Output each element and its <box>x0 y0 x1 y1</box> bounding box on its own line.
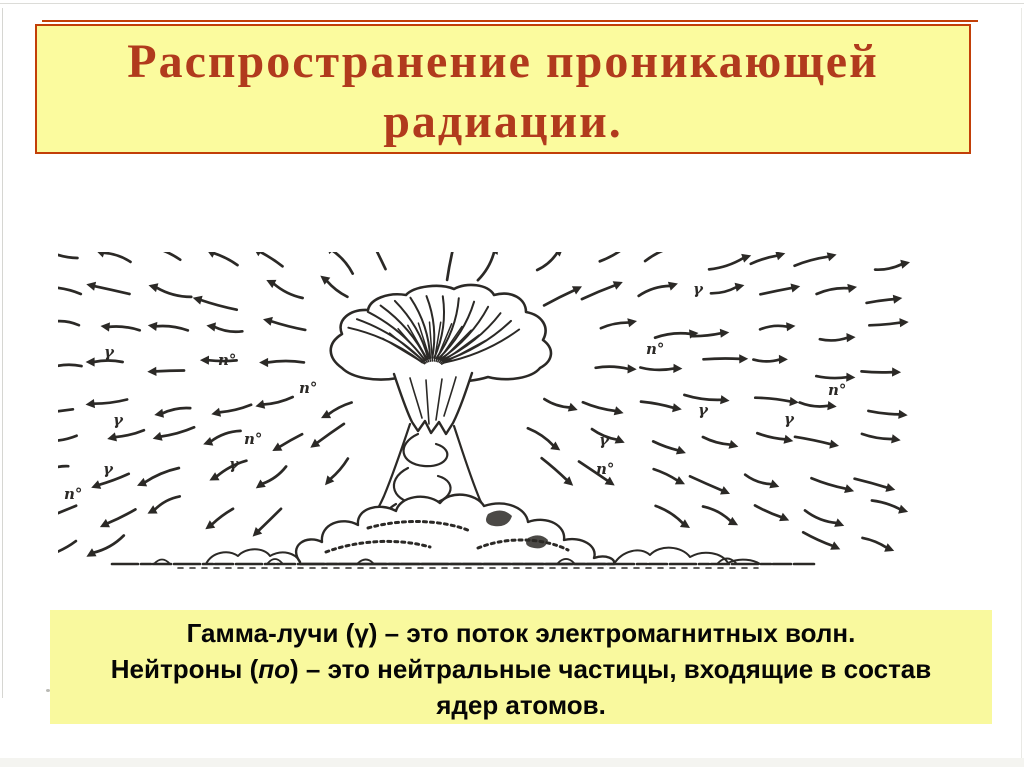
radiation-particle-label: n° <box>596 460 615 478</box>
radiation-particle-label: γ <box>104 343 114 361</box>
radiation-particle-label: n° <box>646 340 665 358</box>
radiation-particle-label: n° <box>64 485 83 503</box>
radiation-particle-label: γ <box>103 460 113 478</box>
title-box-top-accent-line <box>42 20 978 22</box>
smoke-swirl-1 <box>404 434 448 466</box>
neutron-symbol: по <box>258 654 291 684</box>
radiation-particle-label: γ <box>784 410 794 428</box>
radiation-particle-label: γ <box>693 280 703 298</box>
base-cloud <box>296 495 614 564</box>
slide-edge-line-top <box>0 3 1024 4</box>
radiation-particle-label: n° <box>244 430 263 448</box>
explosion-illustration <box>58 252 926 584</box>
radiation-particle-label: n° <box>828 381 847 399</box>
stem-funnel <box>394 373 472 434</box>
caption-line-3: ядер атомов. <box>436 690 606 720</box>
slide-edge-line-right <box>1021 8 1022 760</box>
slide-title-line1: Распространение проникающей <box>127 35 879 88</box>
title-box <box>35 24 971 154</box>
caption-line-2: Нейтроны (по) – это нейтральные частицы, входящие в состав <box>110 654 932 684</box>
radiation-particle-label: n° <box>218 351 237 369</box>
low-clouds-right <box>614 548 760 564</box>
mushroom-cap <box>331 285 551 382</box>
slide-edge-line-left <box>2 8 3 698</box>
slide-title-line2: радиации. <box>383 95 623 148</box>
radiation-diagram <box>58 252 926 584</box>
radiation-particle-label: n° <box>299 379 318 397</box>
low-clouds-left <box>206 549 300 564</box>
slide-edge-strip-bottom <box>0 758 1024 767</box>
caption-line-1: Гамма-лучи (γ) – это поток электромагнитных волн. <box>186 618 856 648</box>
radiation-particle-label: γ <box>698 401 708 419</box>
radiation-particle-label: γ <box>599 431 609 449</box>
radiation-particle-label: γ <box>113 411 123 429</box>
caption-box <box>50 610 992 724</box>
radiation-particle-label: γ <box>229 455 239 473</box>
